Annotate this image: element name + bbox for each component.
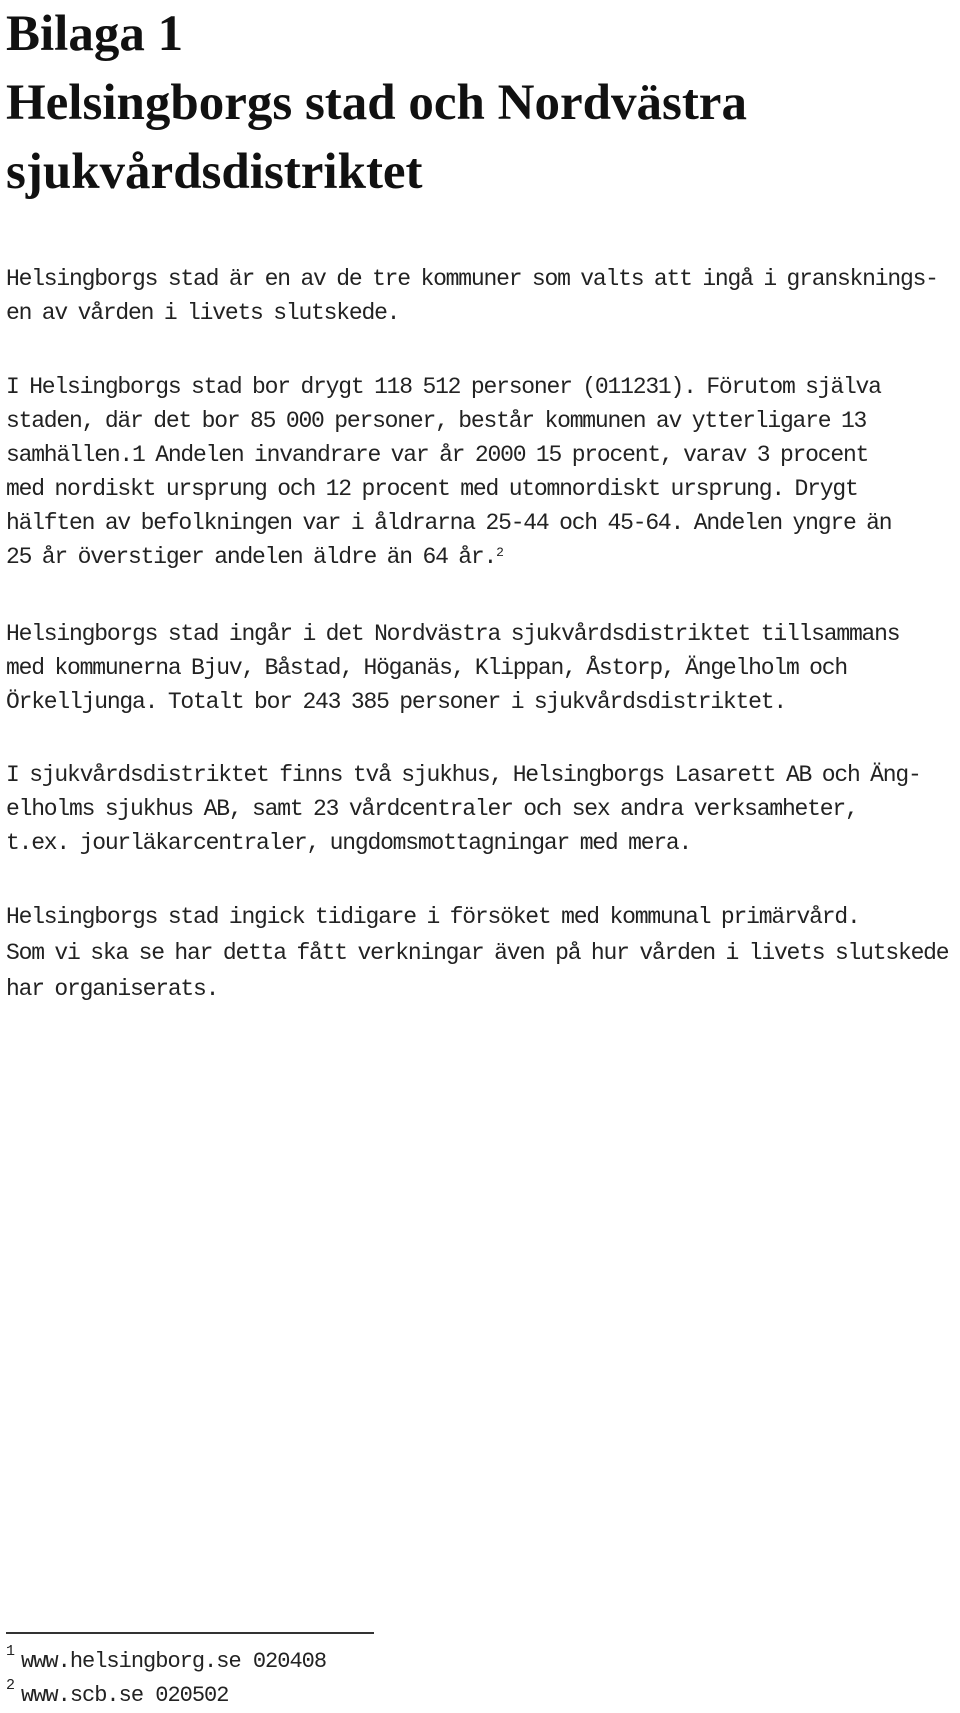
heading-title-line-2: sjukvårdsdistriktet: [6, 144, 423, 200]
paragraph-line-text: 25 år överstiger andelen äldre än 64 år.: [6, 544, 497, 570]
footnote-2: [6, 1677, 229, 1708]
heading-title-line-1: Helsingborgs stad och Nordvästra: [6, 75, 747, 131]
paragraph-line: med kommunerna Bjuv, Båstad, Höganäs, Klippan, Åstorp, Ängelholm och: [6, 655, 847, 681]
paragraph-line: I sjukvårdsdistriktet finns två sjukhus, Helsingborgs Lasarett AB och Äng-: [6, 762, 921, 788]
paragraph-line: med nordiskt ursprung och 12 procent med utomnordiskt ursprung. Drygt: [6, 476, 858, 502]
paragraph-line: Örkelljunga. Totalt bor 243 385 personer i sjukvårdsdistriktet.: [6, 689, 786, 715]
footnote-1: [6, 1643, 327, 1674]
paragraph-line: I Helsingborgs stad bor drygt 118 512 personer (011231). Förutom själva: [6, 374, 881, 400]
page-heading: [6, 0, 747, 207]
paragraph-line: Helsingborgs stad är en av de tre kommuner som valts att ingå i gransknings-: [6, 266, 938, 292]
footnote-link[interactable]: www.helsingborg.se 020408: [21, 1649, 327, 1674]
paragraph-hospitals: [6, 758, 956, 860]
footnote-link[interactable]: www.scb.se 020502: [21, 1683, 229, 1708]
paragraph-line: elholms sjukhus AB, samt 23 vårdcentraler och sex andra verksamheter,: [6, 796, 858, 822]
footnote-number: 1: [6, 1643, 16, 1660]
footnote-reference-2[interactable]: 2: [496, 545, 504, 560]
paragraph-population: [6, 370, 956, 574]
appendix-label: Bilaga 1: [6, 6, 184, 62]
paragraph-line: samhällen.1 Andelen invandrare var år 2000 15 procent, varav 3 procent: [6, 442, 869, 468]
paragraph-line: t.ex. jourläkarcentraler, ungdomsmottagningar med mera.: [6, 830, 692, 856]
paragraph-line: Som vi ska se har detta fått verkningar även på hur vården i livets slutskede: [6, 940, 949, 966]
paragraph-intro: [6, 262, 956, 330]
paragraph-line: staden, där det bor 85 000 personer, består kommunen av ytterligare 13: [6, 408, 867, 434]
paragraph-line-with-footnote: [6, 540, 956, 574]
footnote-number: 2: [6, 1677, 16, 1694]
paragraph-line: en av vården i livets slutskede.: [6, 300, 400, 326]
paragraph-line: har organiserats.: [6, 976, 219, 1002]
paragraph-primary-care: [6, 899, 956, 1007]
footnote-divider: [6, 1632, 374, 1634]
paragraph-line: Helsingborgs stad ingår i det Nordvästra sjukvårdsdistriktet tillsammans: [6, 621, 900, 647]
paragraph-line: hälften av befolkningen var i åldrarna 25-44 och 45-64. Andelen yngre än: [6, 510, 892, 536]
paragraph-line: Helsingborgs stad ingick tidigare i försöket med kommunal primärvård.: [6, 904, 860, 930]
paragraph-district: [6, 617, 956, 719]
